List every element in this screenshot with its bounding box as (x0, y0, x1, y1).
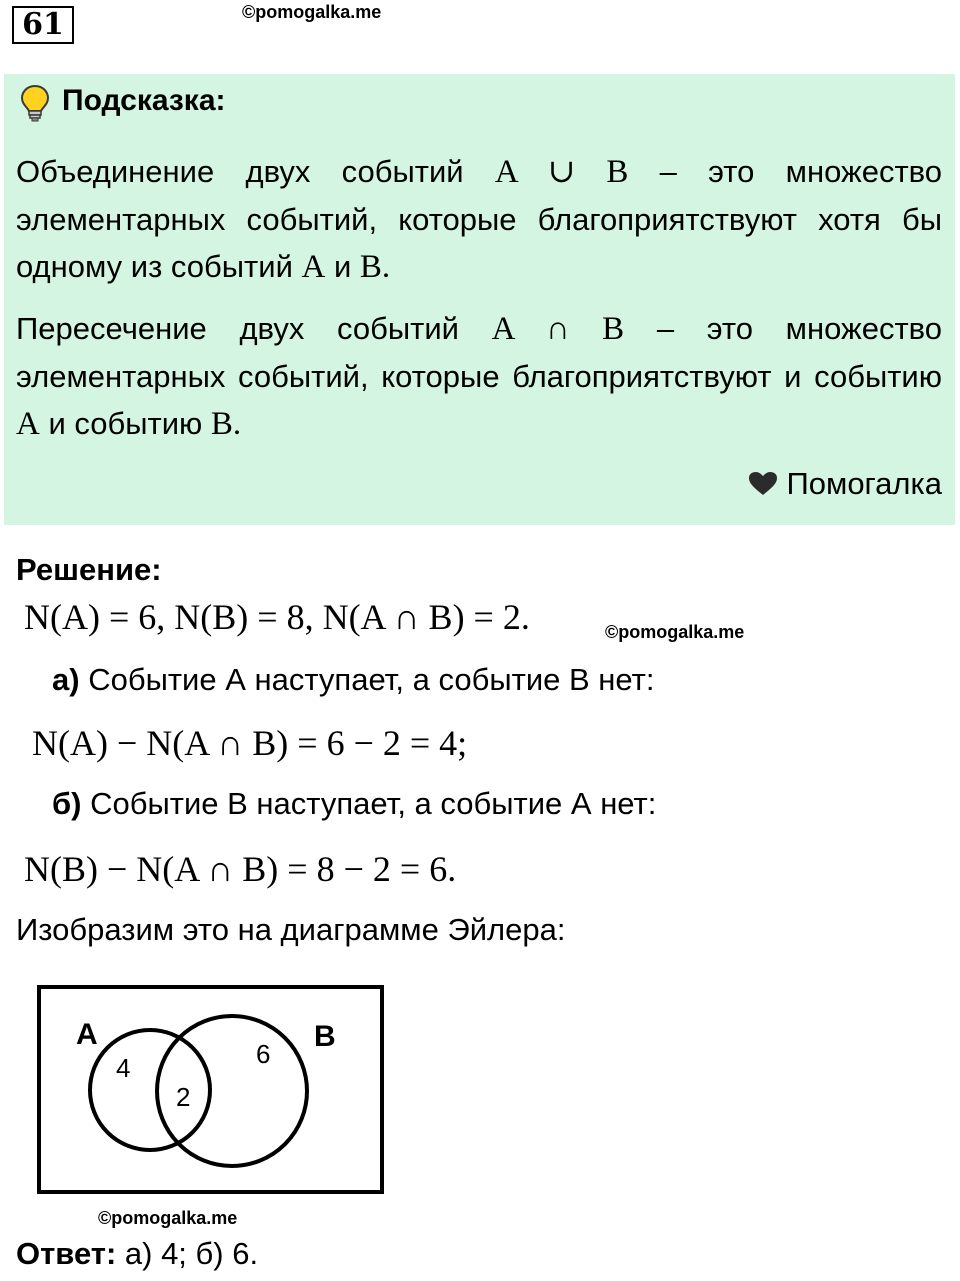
union-and: и (325, 249, 360, 284)
union-definition (16, 148, 942, 291)
heart-icon (748, 471, 778, 497)
watermark: ©pomogalka.me (98, 1208, 238, 1228)
inter-b: B. (210, 406, 242, 442)
part-b-heading (52, 786, 656, 822)
intersection-definition (16, 305, 942, 448)
only-b-count: 6 (256, 1039, 271, 1069)
signature (748, 466, 942, 502)
part-a-formula: N(A) − N(A ∩ B) = 6 − 2 = 4; (32, 723, 468, 763)
lightbulb-icon (20, 84, 50, 124)
answer-label: Ответ: (16, 1236, 117, 1271)
intersection-symbol: A ∩ B (491, 311, 625, 347)
label-b: B (314, 1020, 336, 1053)
part-a-text: Событие А наступает, а событие В нет: (79, 662, 655, 697)
union-a: A (301, 249, 326, 285)
watermark: ©pomogalka.me (605, 622, 745, 642)
part-b-label: б) (52, 786, 82, 821)
given-formula: N(A) = 6, N(B) = 8, N(A ∩ B) = 2. (24, 597, 530, 637)
intersection-count: 2 (176, 1082, 191, 1112)
set-a-circle (90, 1030, 210, 1150)
part-b-formula: N(B) − N(A ∩ B) = 8 − 2 = 6. (24, 849, 457, 889)
task-number: 61 (12, 6, 74, 44)
inter-a: A (16, 406, 40, 442)
union-text-1: Объединение двух событий (16, 154, 495, 189)
diagram-intro: Изобразим это на диаграмме Эйлера: (16, 912, 566, 947)
part-b-text: Событие В наступает, а событие А нет: (81, 786, 657, 821)
part-a-heading (52, 662, 654, 698)
solution-heading: Решение: (16, 552, 162, 587)
union-text-2: – это множество элементарных событий, которые благоприятствуют хотя бы одному из событий (16, 154, 943, 284)
inter-text-2: – это множество элементарных событий, которые благоприятствуют и событию (16, 311, 942, 394)
union-symbol: A ∪ B (494, 154, 629, 190)
answer (16, 1236, 258, 1272)
signature-text: Помогалка (786, 466, 942, 501)
inter-text-1: Пересечение двух событий (16, 311, 492, 346)
hint-box (4, 74, 955, 525)
hint-title: Подсказка: (62, 84, 226, 117)
euler-diagram (36, 984, 386, 1196)
only-a-count: 4 (116, 1053, 131, 1083)
label-a: A (76, 1018, 98, 1051)
union-b: B. (359, 249, 391, 285)
watermark: ©pomogalka.me (242, 2, 382, 22)
inter-mid: и событию (39, 406, 211, 441)
part-a-label: а) (52, 662, 80, 697)
answer-text: а) 4; б) 6. (116, 1236, 259, 1271)
